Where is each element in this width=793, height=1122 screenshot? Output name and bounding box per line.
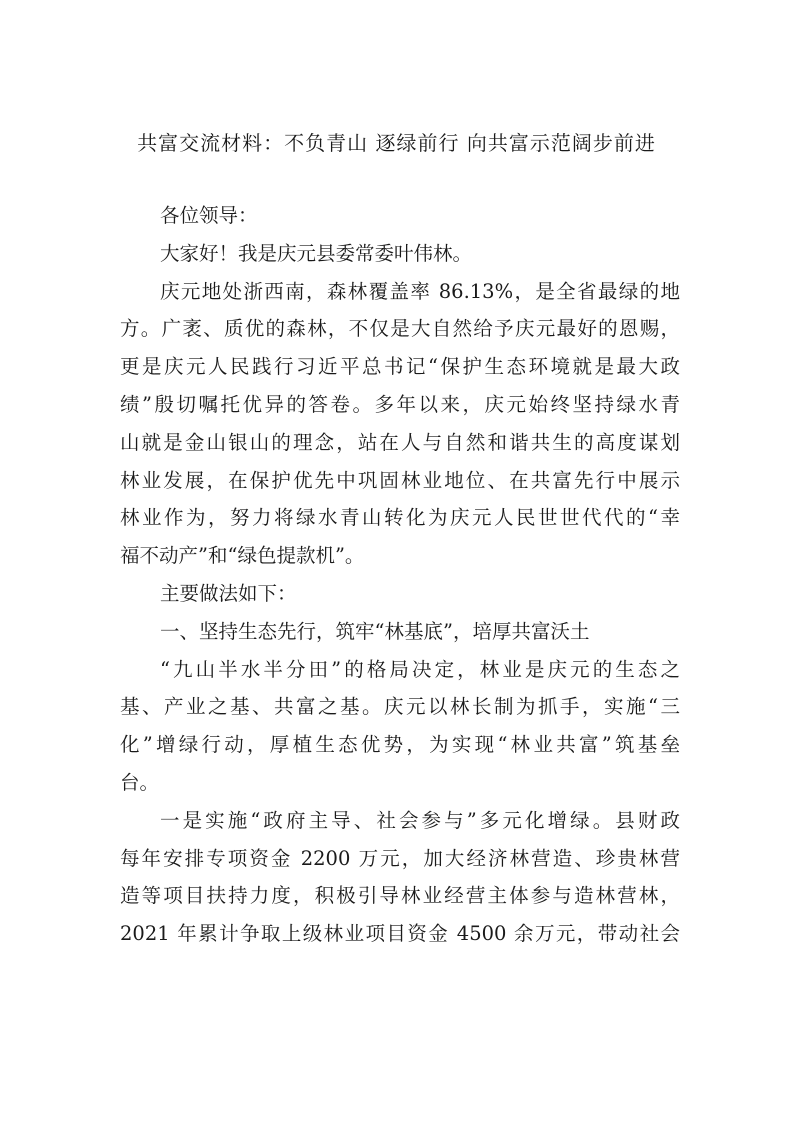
paragraph-line: 山就是金山银山的理念，站在人与自然和谐共生的高度谋划 [120, 430, 680, 454]
methods-intro: 主要做法如下： [160, 581, 297, 605]
section-heading: 一、坚持生态先行，筑牢“林基底”，培厚共富沃土 [160, 619, 590, 643]
paragraph-line: 福不动产”和“绿色提款机”。 [120, 544, 365, 568]
document-body [120, 197, 680, 953]
paragraph-line: 化”增绿行动，厚植生态优势，为实现“林业共富”筑基垒 [120, 733, 680, 757]
page-title: 共富交流材料：不负青山 逐绿前行 向共富示范阔步前进 [137, 131, 656, 155]
paragraph-line: 2021 年累计争取上级林业项目资金 4500 余万元，带动社会 [120, 922, 680, 946]
greeting: 大家好！我是庆元县委常委叶伟林。 [160, 241, 473, 265]
paragraph-line: 造等项目扶持力度，积极引导林业经营主体参与造林营林， [120, 884, 680, 908]
paragraph-line: 台。 [120, 770, 160, 794]
paragraph-intro [120, 273, 680, 575]
paragraph-line: 林业发展，在保护优先中巩固林业地位、在共富先行中展示 [120, 468, 680, 492]
salutation: 各位领导： [160, 204, 258, 227]
paragraph-foundation [120, 651, 680, 802]
paragraph-line: “九山半水半分田”的格局决定，林业是庆元的生态之 [160, 657, 680, 681]
paragraph-line: 绩”殷切嘱托优异的答卷。多年以来，庆元始终坚持绿水青 [120, 392, 680, 416]
paragraph-line: 方。广袤、质优的森林，不仅是大自然给予庆元最好的恩赐， [120, 317, 680, 341]
paragraph-line: 每年安排专项资金 2200 万元，加大经济林营造、珍贵林营 [120, 846, 680, 870]
paragraph-line: 更是庆元人民践行习近平总书记“保护生态环境就是最大政 [120, 355, 680, 379]
paragraph-line: 一是实施“政府主导、社会参与”多元化增绿。县财政 [160, 808, 680, 832]
paragraph-greening [120, 802, 680, 953]
paragraph-line: 基、产业之基、共富之基。庆元以林长制为抓手，实施“三 [120, 695, 680, 719]
paragraph-line: 林业作为，努力将绿水青山转化为庆元人民世世代代的“幸 [120, 506, 680, 530]
paragraph-line: 庆元地处浙西南，森林覆盖率 86.13%，是全省最绿的地 [160, 279, 680, 303]
